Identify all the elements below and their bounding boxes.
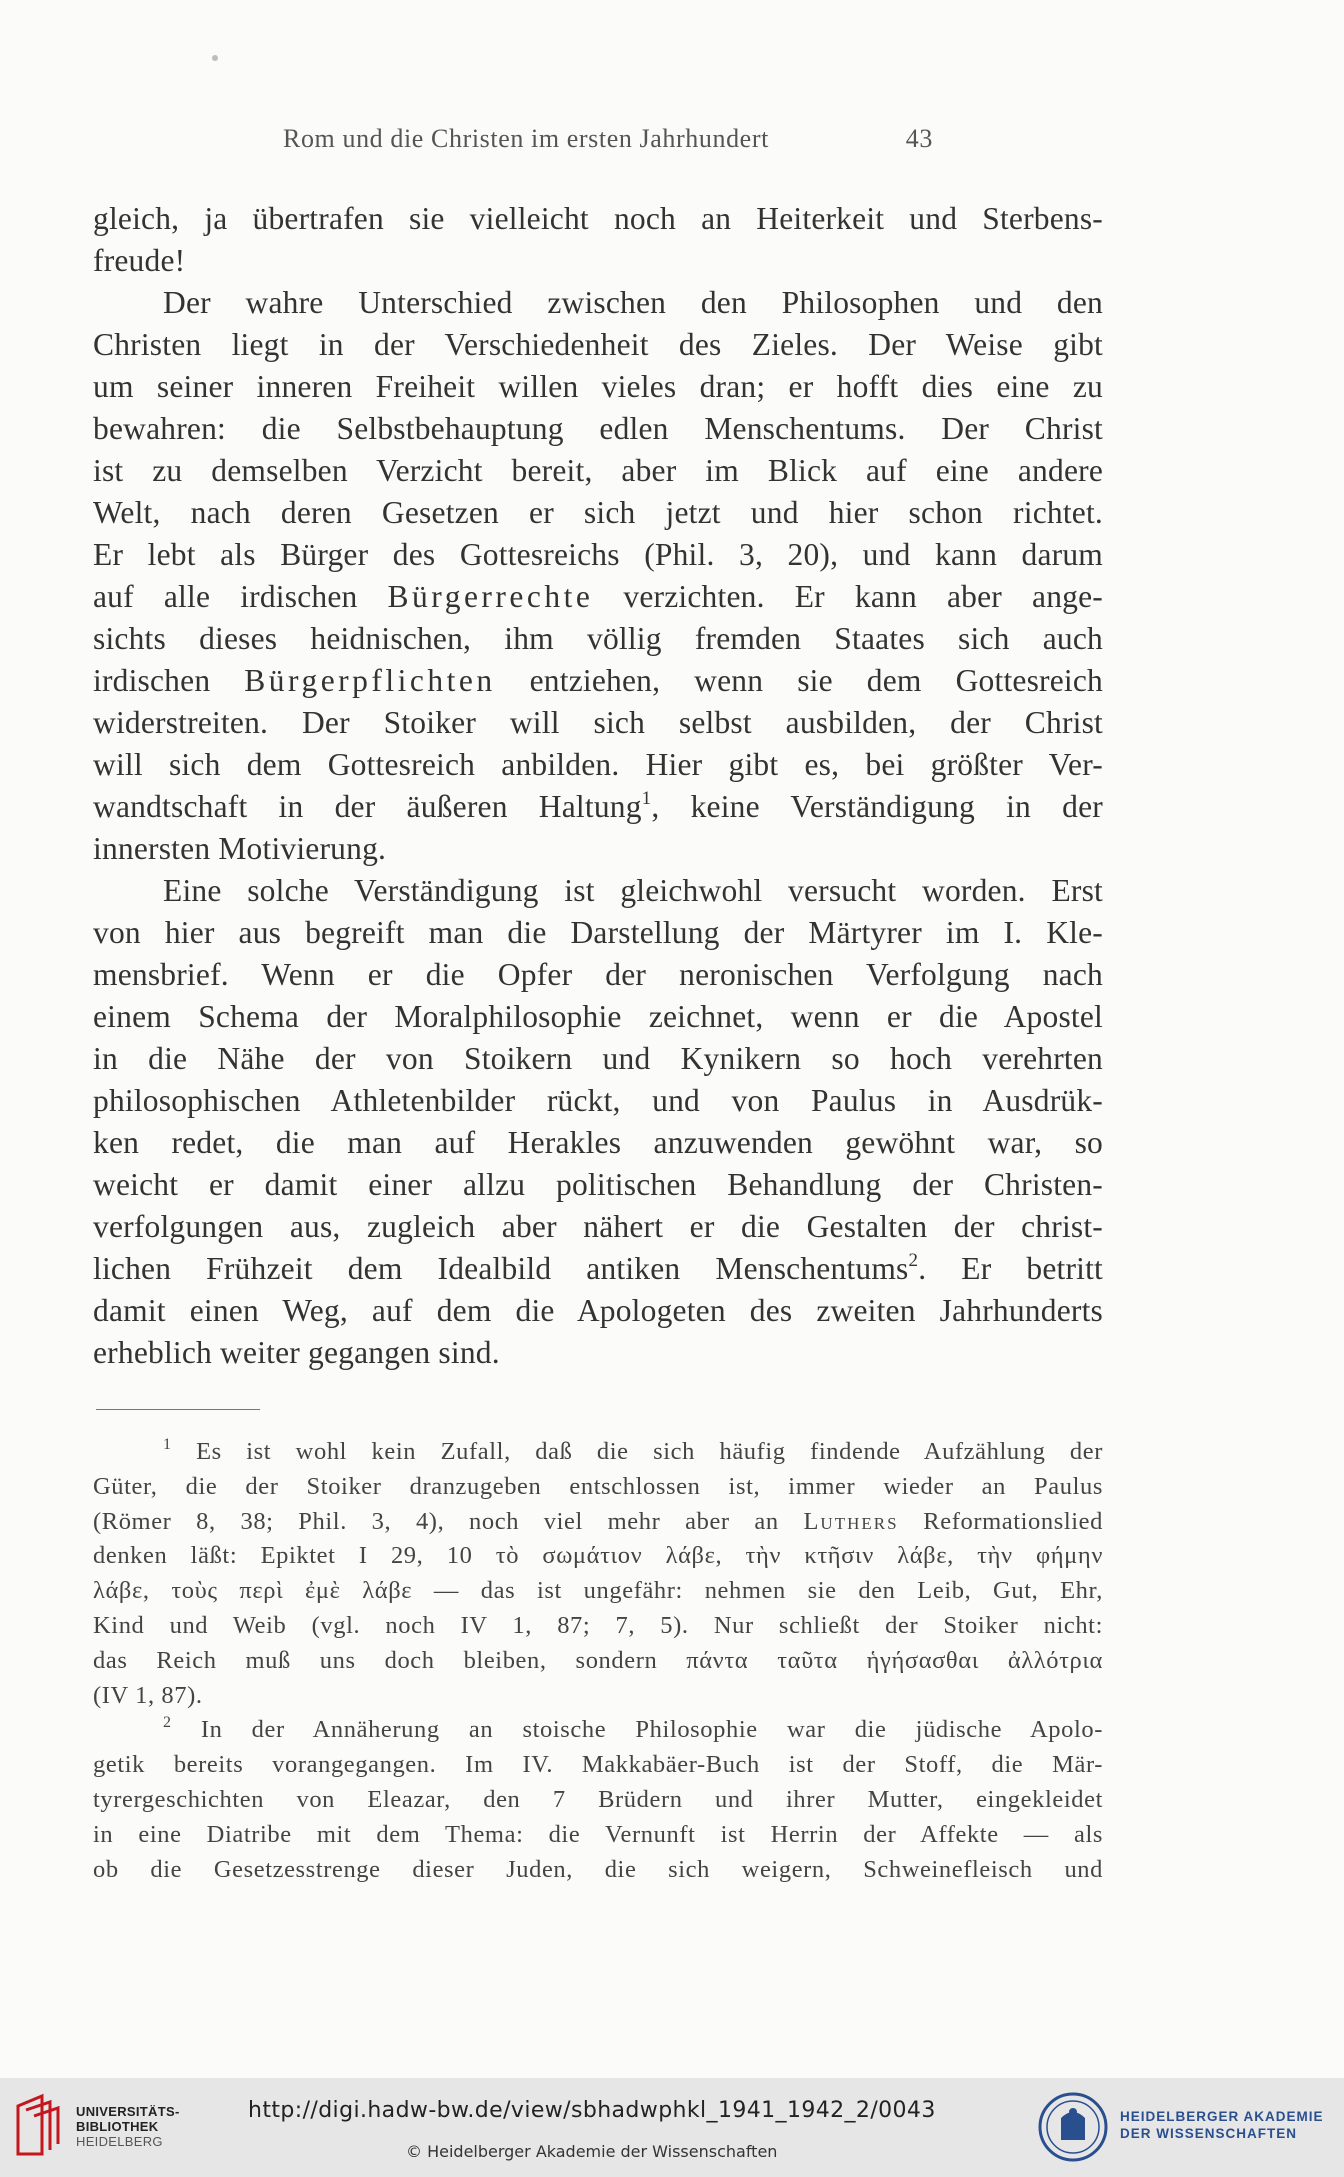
text-row (93, 1609, 1103, 1644)
text-row (93, 786, 1103, 828)
text-line: weicht er damit einer allzu politischen Behandlung der Christen- (93, 1167, 1103, 1202)
text-row (93, 1122, 1103, 1164)
footnotes (93, 1435, 1103, 1887)
text-row (93, 576, 1103, 618)
paragraph-3 (93, 870, 1103, 1374)
academy-name (1120, 2108, 1324, 2142)
text-row (93, 1332, 1103, 1374)
text-row (93, 366, 1103, 408)
text-row (93, 282, 1103, 324)
footnote-line: tyrergeschichten von Eleazar, den 7 Brüdern und ihrer Mutter, eingekleidet (93, 1785, 1103, 1813)
running-head (283, 124, 933, 160)
text-row (93, 1080, 1103, 1122)
text-line: innersten Motivierung. (93, 831, 387, 866)
footnote-line: (Römer 8, 38; Phil. 3, 4), noch viel mehr aber an (93, 1507, 804, 1535)
text-row (93, 744, 1103, 786)
footnote-ref-2[interactable]: 2 (908, 1250, 919, 1271)
footnote-line: ob die Gesetzesstrenge dieser Juden, die sich weigern, Schweinefleisch und (93, 1855, 1103, 1883)
copyright-notice: © Heidelberger Akademie der Wissenschaften (406, 2142, 778, 2161)
footnote-line: Es ist wohl kein Zufall, daß die sich häufig findende Aufzählung der (171, 1438, 1103, 1465)
author-name-smallcaps: Luthers (803, 1507, 899, 1535)
footnote-1 (93, 1435, 1103, 1713)
text-row (93, 198, 1103, 240)
footnote-marker-1: 1 (163, 1436, 172, 1453)
text-line: , keine Verständigung in der (651, 789, 1103, 824)
permalink-url[interactable]: http://digi.hadw-bw.de/view/sbhadwphkl_1941_1942_2/0043 (248, 2098, 936, 2123)
text-row (93, 1853, 1103, 1888)
text-row (93, 1574, 1103, 1609)
university-library-logo-icon (14, 2092, 64, 2158)
text-line: will sich dem Gottesreich anbilden. Hier gibt es, bei größter Ver- (93, 747, 1103, 782)
footnote-ref-1[interactable]: 1 (641, 788, 652, 809)
text-line: Christen liegt in der Verschiedenheit des Zieles. Der Weise gibt (93, 327, 1103, 362)
scan-speck (212, 55, 218, 61)
page-number: 43 (905, 124, 933, 153)
text-line: mensbrief. Wenn er die Opfer der neronischen Verfolgung nach (93, 957, 1103, 992)
footnote-line: Reformationslied (898, 1507, 1103, 1535)
text-row (93, 618, 1103, 660)
text-row (93, 492, 1103, 534)
text-row (93, 1539, 1103, 1574)
text-line: gleich, ja übertrafen sie vielleicht noch an Heiterkeit und Sterbens- (93, 201, 1103, 236)
text-line: auf alle irdischen (93, 579, 388, 614)
text-row (93, 240, 1103, 282)
text-row (93, 1038, 1103, 1080)
text-row (93, 1290, 1103, 1332)
footnote-line: λάβε, τοὺς περὶ ἐμὲ λάβε — das ist ungefähr: nehmen sie den Leib, Gut, Ehr, (93, 1577, 1103, 1605)
library-name-line: HEIDELBERG (76, 2134, 163, 2149)
text-row (93, 954, 1103, 996)
text-row (93, 1470, 1103, 1505)
text-row (93, 1748, 1103, 1783)
footnote-divider (96, 1409, 260, 1410)
footnote-line: In der Annäherung an stoische Philosophie war die jüdische Apolo- (171, 1716, 1103, 1744)
text-row (93, 450, 1103, 492)
footnote-line: getik bereits vorangegangen. Im IV. Makkabäer-Buch ist der Stoff, die Mär- (93, 1751, 1103, 1779)
university-library-name (76, 2104, 180, 2149)
footnote-line: das Reich muß uns doch bleiben, sondern πάντα ταῦτα ἡγήσασθαι ἀλλότρια (93, 1646, 1103, 1674)
academy-name-line: HEIDELBERGER AKADEMIE (1120, 2109, 1324, 2124)
text-row (93, 996, 1103, 1038)
paragraph-2 (93, 282, 1103, 870)
library-name-line: BIBLIOTHEK (76, 2119, 159, 2134)
text-line: erheblich weiter gegangen sind. (93, 1335, 500, 1370)
text-line: ken redet, die man auf Herakles anzuwenden gewöhnt war, so (93, 1125, 1103, 1160)
text-row (93, 534, 1103, 576)
text-line: Er lebt als Bürger des Gottesreichs (Phil. 3, 20), und kann darum (93, 537, 1103, 572)
emphasis-spaced: Bürgerpflichten (244, 663, 496, 698)
text-line: Eine solche Verständigung ist gleichwohl versucht worden. Erst (163, 873, 1103, 908)
text-row (93, 1818, 1103, 1853)
text-line: um seiner inneren Freiheit willen vieles dran; er hofft dies eine zu (93, 369, 1103, 404)
text-row (93, 912, 1103, 954)
text-row (93, 702, 1103, 744)
text-row (93, 870, 1103, 912)
paragraph-1 (93, 198, 1103, 282)
text-row (93, 1679, 1103, 1714)
text-line: Der wahre Unterschied zwischen den Philosophen und den (163, 285, 1103, 320)
emphasis-spaced: Bürgerrechte (387, 579, 594, 614)
footnote-2 (93, 1713, 1103, 1887)
text-line: damit einen Weg, auf dem die Apologeten des zweiten Jahrhunderts (93, 1293, 1103, 1328)
text-line: . Er betritt (918, 1251, 1104, 1286)
text-line: verzichten. Er kann aber ange- (593, 579, 1103, 614)
library-name-line: UNIVERSITÄTS- (76, 2104, 180, 2119)
text-row (93, 660, 1103, 702)
footnote-line: (IV 1, 87). (93, 1681, 203, 1709)
text-line: lichen Frühzeit dem Idealbild antiken Menschentums (93, 1251, 909, 1286)
text-line: sichts dieses heidnischen, ihm völlig fremden Staates sich auch (93, 621, 1103, 656)
academy-seal-icon (1036, 2090, 1110, 2164)
running-head-title: Rom und die Christen im ersten Jahrhundert (283, 124, 769, 153)
text-line: philosophischen Athletenbilder rückt, und von Paulus in Ausdrük- (93, 1083, 1103, 1118)
text-line: bewahren: die Selbstbehauptung edlen Menschentums. Der Christ (93, 411, 1103, 446)
text-row (93, 1164, 1103, 1206)
footnote-line: denken läßt: Epiktet I 29, 10 τὸ σωμάτιον λάβε, τὴν κτῆσιν λάβε, τὴν φήμην (93, 1542, 1103, 1570)
text-line: widerstreiten. Der Stoiker will sich selbst ausbilden, der Christ (93, 705, 1103, 740)
text-line: irdischen (93, 663, 245, 698)
text-row (93, 1644, 1103, 1679)
main-text (93, 198, 1103, 1374)
footnote-marker-2: 2 (163, 1714, 172, 1732)
text-row (93, 324, 1103, 366)
text-line: einem Schema der Moralphilosophie zeichnet, wenn er die Apostel (93, 999, 1103, 1034)
text-line: verfolgungen aus, zugleich aber nähert er die Gestalten der christ- (93, 1209, 1103, 1244)
text-row (93, 1505, 1103, 1540)
text-line: freude! (93, 243, 186, 278)
footnote-line: in eine Diatribe mit dem Thema: die Vernunft ist Herrin der Affekte — als (93, 1820, 1103, 1848)
text-line: ist zu demselben Verzicht bereit, aber im Blick auf eine andere (93, 453, 1103, 488)
text-line: von hier aus begreift man die Darstellung der Märtyrer im I. Kle- (93, 915, 1103, 950)
text-row (93, 1248, 1103, 1290)
footnote-line: Kind und Weib (vgl. noch IV 1, 87; 7, 5). Nur schließt der Stoiker nicht: (93, 1611, 1103, 1639)
text-row (93, 1206, 1103, 1248)
viewer-footer (0, 2078, 1344, 2177)
text-row (93, 408, 1103, 450)
text-line: in die Nähe der von Stoikern und Kynikern so hoch verehrten (93, 1041, 1103, 1076)
text-line: Welt, nach deren Gesetzen er sich jetzt und hier schon richtet. (93, 495, 1103, 530)
text-row (93, 1713, 1103, 1748)
text-line: entziehen, wenn sie dem Gottesreich (495, 663, 1103, 698)
text-row (93, 1435, 1103, 1470)
academy-name-line: DER WISSENSCHAFTEN (1120, 2126, 1298, 2141)
text-line: wandtschaft in der äußeren Haltung (93, 789, 642, 824)
text-row (93, 828, 1103, 870)
footnote-line: Güter, die der Stoiker dranzugeben entschlossen ist, immer wieder an Paulus (93, 1472, 1103, 1500)
text-row (93, 1783, 1103, 1818)
